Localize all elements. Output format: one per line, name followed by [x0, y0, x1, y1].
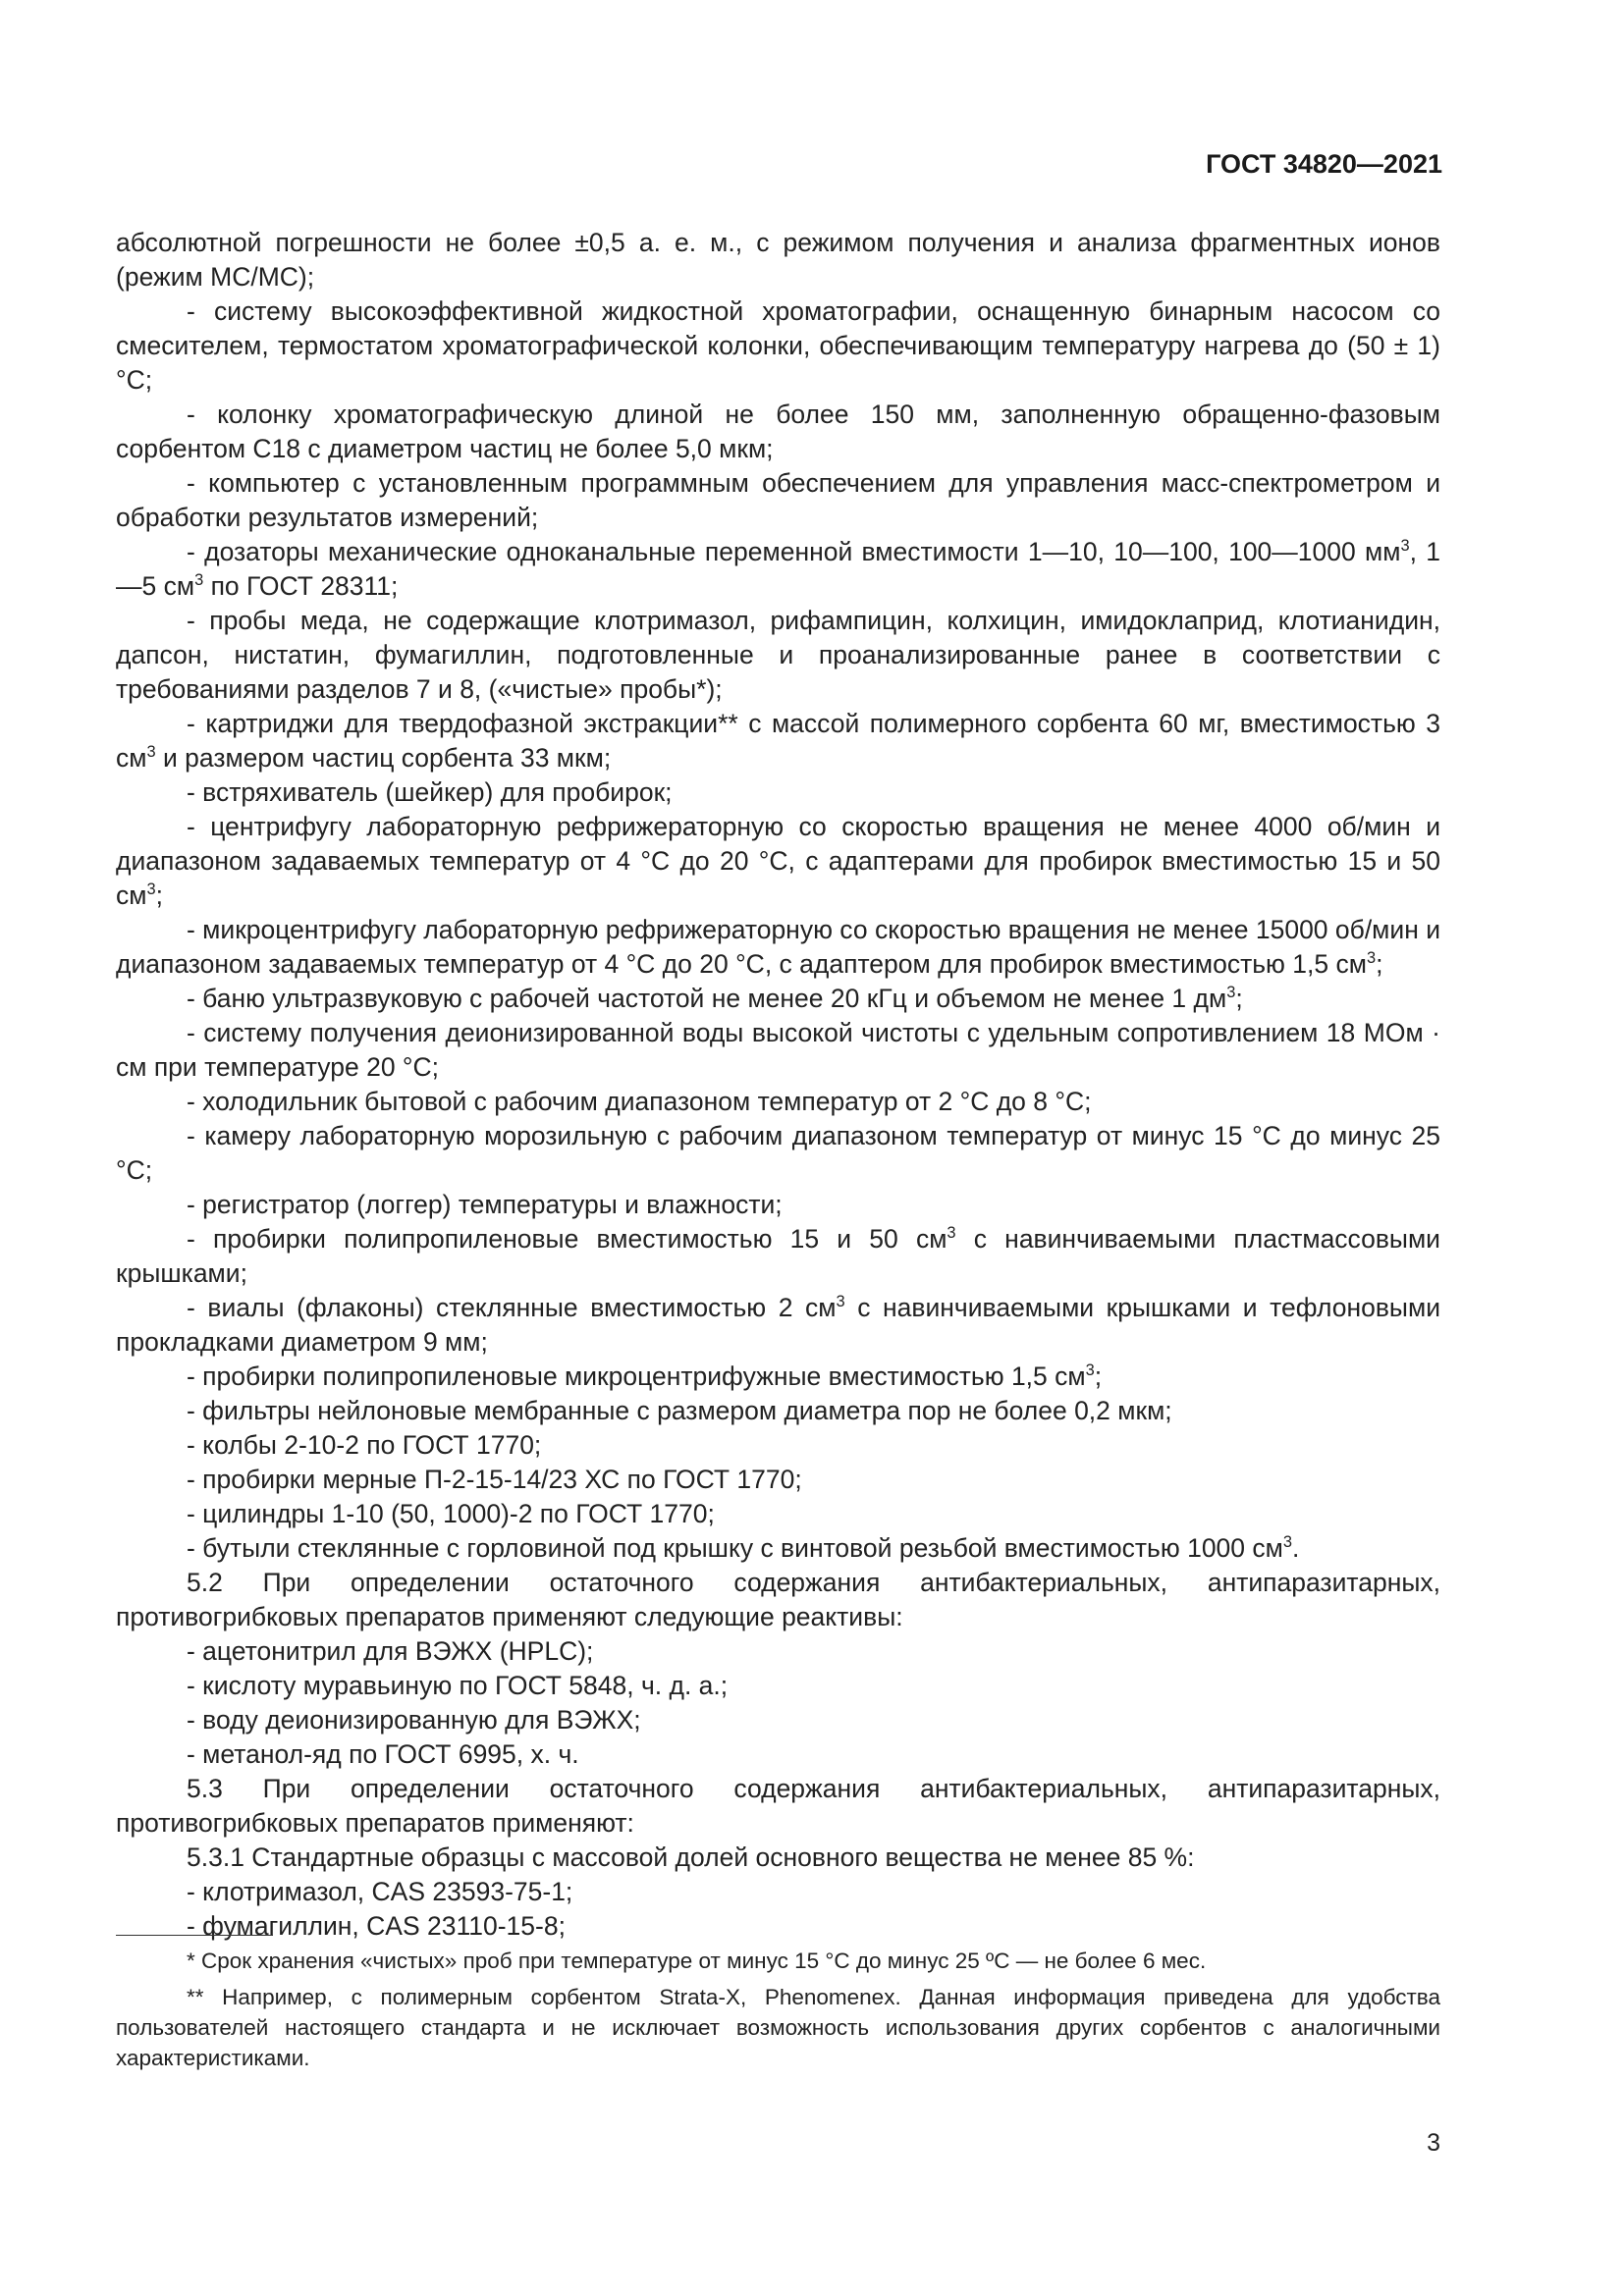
paragraph-text: - кислоту муравьиную по ГОСТ 5848, ч. д. а.; — [187, 1671, 729, 1700]
paragraph-text: по ГОСТ 28311; — [203, 571, 399, 601]
superscript: 3 — [836, 1293, 845, 1311]
superscript: 3 — [1282, 1533, 1293, 1552]
footnote-2: ** Например, с полимерным сорбентом Strata-X, Phenomenex. Данная информация приведена для удобства пользователей настоящего стандарта и не исключает возможность использования других сорбентов с аналогичными характеристиками. — [116, 1985, 1440, 2070]
paragraph-text: и размером частиц сорбента 33 мкм; — [155, 743, 612, 773]
paragraph-text: - баню ультразвуковую с рабочей частотой не менее 20 кГц и объемом не менее 1 дм — [187, 984, 1227, 1013]
document-body — [116, 226, 1440, 1944]
paragraph — [116, 1119, 1440, 1188]
paragraph-text: - микроцентрифугу лабораторную рефрижераторную со скоростью вращения не менее 15000 об/мин и диапазоном задаваемых температур от 4 °С до 20 °С, с адаптером для пробирок вместимостью 1,5 см — [116, 915, 1441, 979]
paragraph — [116, 913, 1440, 982]
superscript: 3 — [1366, 949, 1377, 968]
paragraph-text: , 1—5 см — [116, 537, 1440, 601]
paragraph — [116, 1566, 1440, 1634]
paragraph — [116, 226, 1440, 294]
paragraph — [116, 1531, 1440, 1566]
paragraph-text: - пробирки полипропиленовые вместимостью 15 и 50 см — [187, 1224, 947, 1254]
superscript: 3 — [1400, 537, 1410, 556]
paragraph-text: - колбы 2-10-2 по ГОСТ 1770; — [187, 1430, 542, 1460]
footnote-1: * Срок хранения «чистых» проб при температуре от минус 15 °С до минус 25 ºС — не более 6 мес. — [187, 1949, 1207, 1973]
footnotes — [116, 1946, 1440, 2079]
paragraph — [116, 707, 1440, 775]
paragraph — [116, 1841, 1440, 1875]
paragraph-text: 5.3.1 Стандартные образцы с массовой долей основного вещества не менее 85 %: — [187, 1842, 1195, 1872]
paragraph-text: - встряхиватель (шейкер) для пробирок; — [187, 777, 673, 807]
paragraph — [116, 1909, 1440, 1944]
paragraph-text: абсолютной погрешности не более ±0,5 а. е. м., с режимом получения и анализа фрагментных ионов (режим МС/МС); — [116, 228, 1440, 292]
paragraph — [116, 1394, 1440, 1428]
superscript: 3 — [1085, 1362, 1095, 1380]
paragraph-text: - дозаторы механические одноканальные переменной вместимости 1—10, 10—100, 100—1000 мм — [187, 537, 1401, 566]
paragraph — [116, 1428, 1440, 1463]
paragraph-text: - регистратор (логгер) температуры и влажности; — [187, 1190, 783, 1219]
paragraph — [116, 294, 1440, 398]
paragraph-text: - метанол-яд по ГОСТ 6995, х. ч. — [187, 1739, 579, 1769]
paragraph-text: - компьютер с установленным программным обеспечением для управления масс-спектрометром и обработки результатов измерений; — [116, 468, 1440, 532]
paragraph — [116, 1669, 1440, 1703]
superscript: 3 — [194, 571, 204, 590]
paragraph — [116, 982, 1440, 1016]
footnote-separator — [116, 1935, 273, 1936]
paragraph — [116, 604, 1440, 707]
paragraph-text: - бутыли стеклянные с горловиной под крышку с винтовой резьбой вместимостью 1000 см — [187, 1533, 1283, 1563]
paragraph — [116, 1085, 1440, 1119]
paragraph-text: 5.2 При определении остаточного содержания антибактериальных, антипаразитарных, противогрибковых препаратов применяют следующие реактивы: — [116, 1568, 1440, 1631]
superscript: 3 — [947, 1224, 956, 1243]
paragraph — [116, 1772, 1440, 1841]
paragraph — [116, 1737, 1440, 1772]
superscript: 3 — [1226, 984, 1236, 1002]
paragraph — [116, 1188, 1440, 1222]
paragraph-text: с навинчиваемыми пластмассовыми крышками; — [116, 1224, 1440, 1288]
paragraph-text: - пробирки мерные П-2-15-14/23 ХС по ГОСТ 1770; — [187, 1465, 802, 1494]
paragraph-text: - пробирки полипропиленовые микроцентрифужные вместимостью 1,5 см — [187, 1362, 1086, 1391]
paragraph-text: ; — [155, 881, 163, 910]
paragraph — [116, 1291, 1440, 1360]
paragraph-text: - фумагиллин, CAS 23110-15-8; — [187, 1911, 566, 1941]
paragraph — [116, 775, 1440, 810]
paragraph — [116, 1703, 1440, 1737]
paragraph-text: - картриджи для твердофазной экстракции** с массой полимерного сорбента 60 мг, вместимостью 3 см — [116, 709, 1440, 773]
superscript: 3 — [146, 743, 156, 762]
paragraph-text: с навинчиваемыми крышками и тефлоновыми прокладками диаметром 9 мм; — [116, 1293, 1440, 1357]
paragraph-text: ; — [1376, 949, 1383, 979]
document-code-header: ГОСТ 34820—2021 — [1206, 149, 1442, 179]
paragraph-text: ; — [1094, 1362, 1103, 1391]
paragraph — [116, 466, 1440, 535]
paragraph — [116, 1497, 1440, 1531]
paragraph-text: - камеру лабораторную морозильную с рабочим диапазоном температур от минус 15 °С до минус 25 °С; — [116, 1121, 1440, 1185]
paragraph-text: - клотримазол, CAS 23593-75-1; — [187, 1877, 573, 1906]
paragraph-text: - фильтры нейлоновые мембранные с размером диаметра пор не более 0,2 мкм; — [187, 1396, 1172, 1425]
paragraph — [116, 1463, 1440, 1497]
paragraph-text: 5.3 При определении остаточного содержания антибактериальных, антипаразитарных, противогрибковых препаратов применяют: — [116, 1774, 1440, 1838]
paragraph-text: - виалы (флаконы) стеклянные вместимостью 2 см — [187, 1293, 837, 1322]
paragraph-text: - колонку хроматографическую длиной не более 150 мм, заполненную обращенно-фазовым сорбентом С18 с диаметром частиц не более 5,0 мкм; — [116, 400, 1440, 463]
paragraph-text: - холодильник бытовой с рабочим диапазоном температур от 2 °С до 8 °С; — [187, 1087, 1092, 1116]
paragraph-text: - цилиндры 1-10 (50, 1000)-2 по ГОСТ 1770; — [187, 1499, 715, 1528]
paragraph — [116, 1222, 1440, 1291]
paragraph-text: . — [1292, 1533, 1300, 1563]
paragraph-text: - пробы меда, не содержащие клотримазол, рифампицин, колхицин, имидоклаприд, клотианидин, дапсон, нистатин, фумагиллин, подготовленные и проанализированные ранее в соответствии с требованиями разделов 7 и 8, («чистые» пробы*); — [116, 606, 1440, 704]
page-number: 3 — [1427, 2129, 1440, 2157]
paragraph — [116, 535, 1440, 604]
paragraph-text: - систему высокоэффективной жидкостной хроматографии, оснащенную бинарным насосом со смесителем, термостатом хроматографической колонки, обеспечивающим температуру нагрева до (50 ± 1) °С; — [116, 296, 1440, 395]
paragraph — [116, 1016, 1440, 1085]
paragraph-text: - воду деионизированную для ВЭЖХ; — [187, 1705, 641, 1735]
paragraph — [116, 810, 1440, 913]
paragraph — [116, 1875, 1440, 1909]
paragraph-text: ; — [1235, 984, 1243, 1013]
paragraph-text: - ацетонитрил для ВЭЖХ (HPLC); — [187, 1636, 594, 1666]
paragraph-text: - систему получения деионизированной воды высокой чистоты с удельным сопротивлением 18 МОм · см при температуре 20 °С; — [116, 1018, 1440, 1082]
paragraph — [116, 398, 1440, 466]
superscript: 3 — [146, 881, 156, 899]
paragraph — [116, 1360, 1440, 1394]
paragraph-text: - центрифугу лабораторную рефрижераторную со скоростью вращения не менее 4000 об/мин и диапазоном задаваемых температур от 4 °С до 20 °С, с адаптерами для пробирок вместимостью 15 и 50 см — [116, 812, 1440, 910]
paragraph — [116, 1634, 1440, 1669]
